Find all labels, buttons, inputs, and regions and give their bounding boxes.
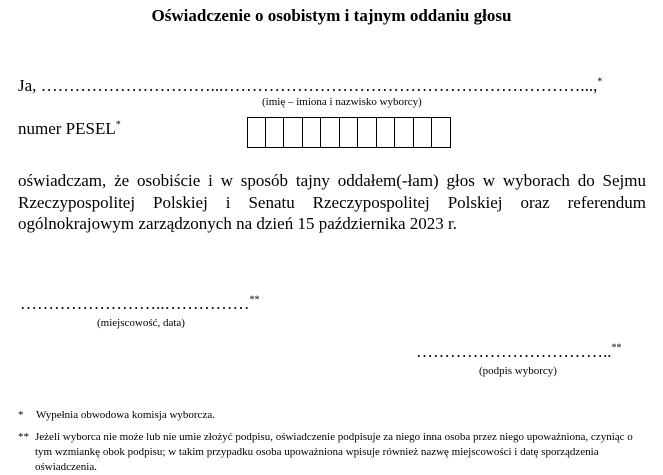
pesel-digit-box[interactable] (340, 117, 359, 148)
statement-text: oświadczam, że osobiście i w sposób tajny oddałem(-łam) głos w wyborach do Sejmu Rzeczypospolitej Polskiej i Senatu Rzeczypospolitej Polskiej oraz referendum ogólnokrajowym zarządzonych na dzień 15 października 2023 r. (18, 171, 646, 233)
signature-line (416, 342, 622, 362)
pesel-digit-box[interactable] (358, 117, 377, 148)
footnote-1-text: Wypełnia obwodowa komisja wyborcza. (36, 409, 215, 421)
pesel-digit-box[interactable] (266, 117, 285, 148)
pesel-label-group (18, 119, 121, 139)
signature-hint: (podpis wyborcy) (479, 365, 557, 377)
pesel-label: numer PESEL (18, 119, 116, 138)
footnote-2-text: Jeżeli wyborca nie może lub nie umie złożyć podpisu, oświadczenie podpisuje za niego inna osoba przez niego upoważniona, czyniąc o tym wzmiankę obok podpisu; w takim przypadku osoba upoważniona wpisuje również nazwę miejscowości i datę sporządzenia oświadczenia. (35, 431, 633, 473)
footnote-1 (18, 409, 215, 421)
pesel-footnote-marker: * (115, 119, 121, 131)
pesel-digit-box[interactable] (247, 117, 266, 148)
footnote-2-mark: ** (18, 431, 29, 443)
pesel-digit-box[interactable] (414, 117, 433, 148)
pesel-digit-box[interactable] (395, 117, 414, 148)
place-date-line (20, 294, 260, 314)
pesel-digit-box[interactable] (377, 117, 396, 148)
pesel-digit-box[interactable] (303, 117, 322, 148)
pesel-boxes[interactable] (247, 117, 451, 148)
footnote-1-mark: * (18, 409, 24, 421)
pesel-digit-box[interactable] (321, 117, 340, 148)
place-date-hint: (miejscowość, data) (97, 317, 185, 329)
footnote-2 (18, 430, 638, 473)
name-field[interactable]: …………………………...………………………………………………………..., (40, 76, 598, 95)
place-date-field[interactable]: ……………………..…………… (20, 294, 250, 313)
name-prefix: Ja, (18, 76, 37, 95)
signature-field[interactable]: …………………………….. (416, 342, 612, 361)
pesel-digit-box[interactable] (432, 117, 451, 148)
name-hint: (imię – imiona i nazwisko wyborcy) (262, 96, 422, 108)
signature-footnote-marker: ** (611, 342, 622, 354)
document-title: Oświadczenie o osobistym i tajnym oddaniu głosu (151, 6, 512, 25)
name-line (18, 76, 602, 96)
pesel-digit-box[interactable] (284, 117, 303, 148)
name-footnote-marker: * (597, 76, 603, 88)
place-date-footnote-marker: ** (249, 294, 260, 306)
